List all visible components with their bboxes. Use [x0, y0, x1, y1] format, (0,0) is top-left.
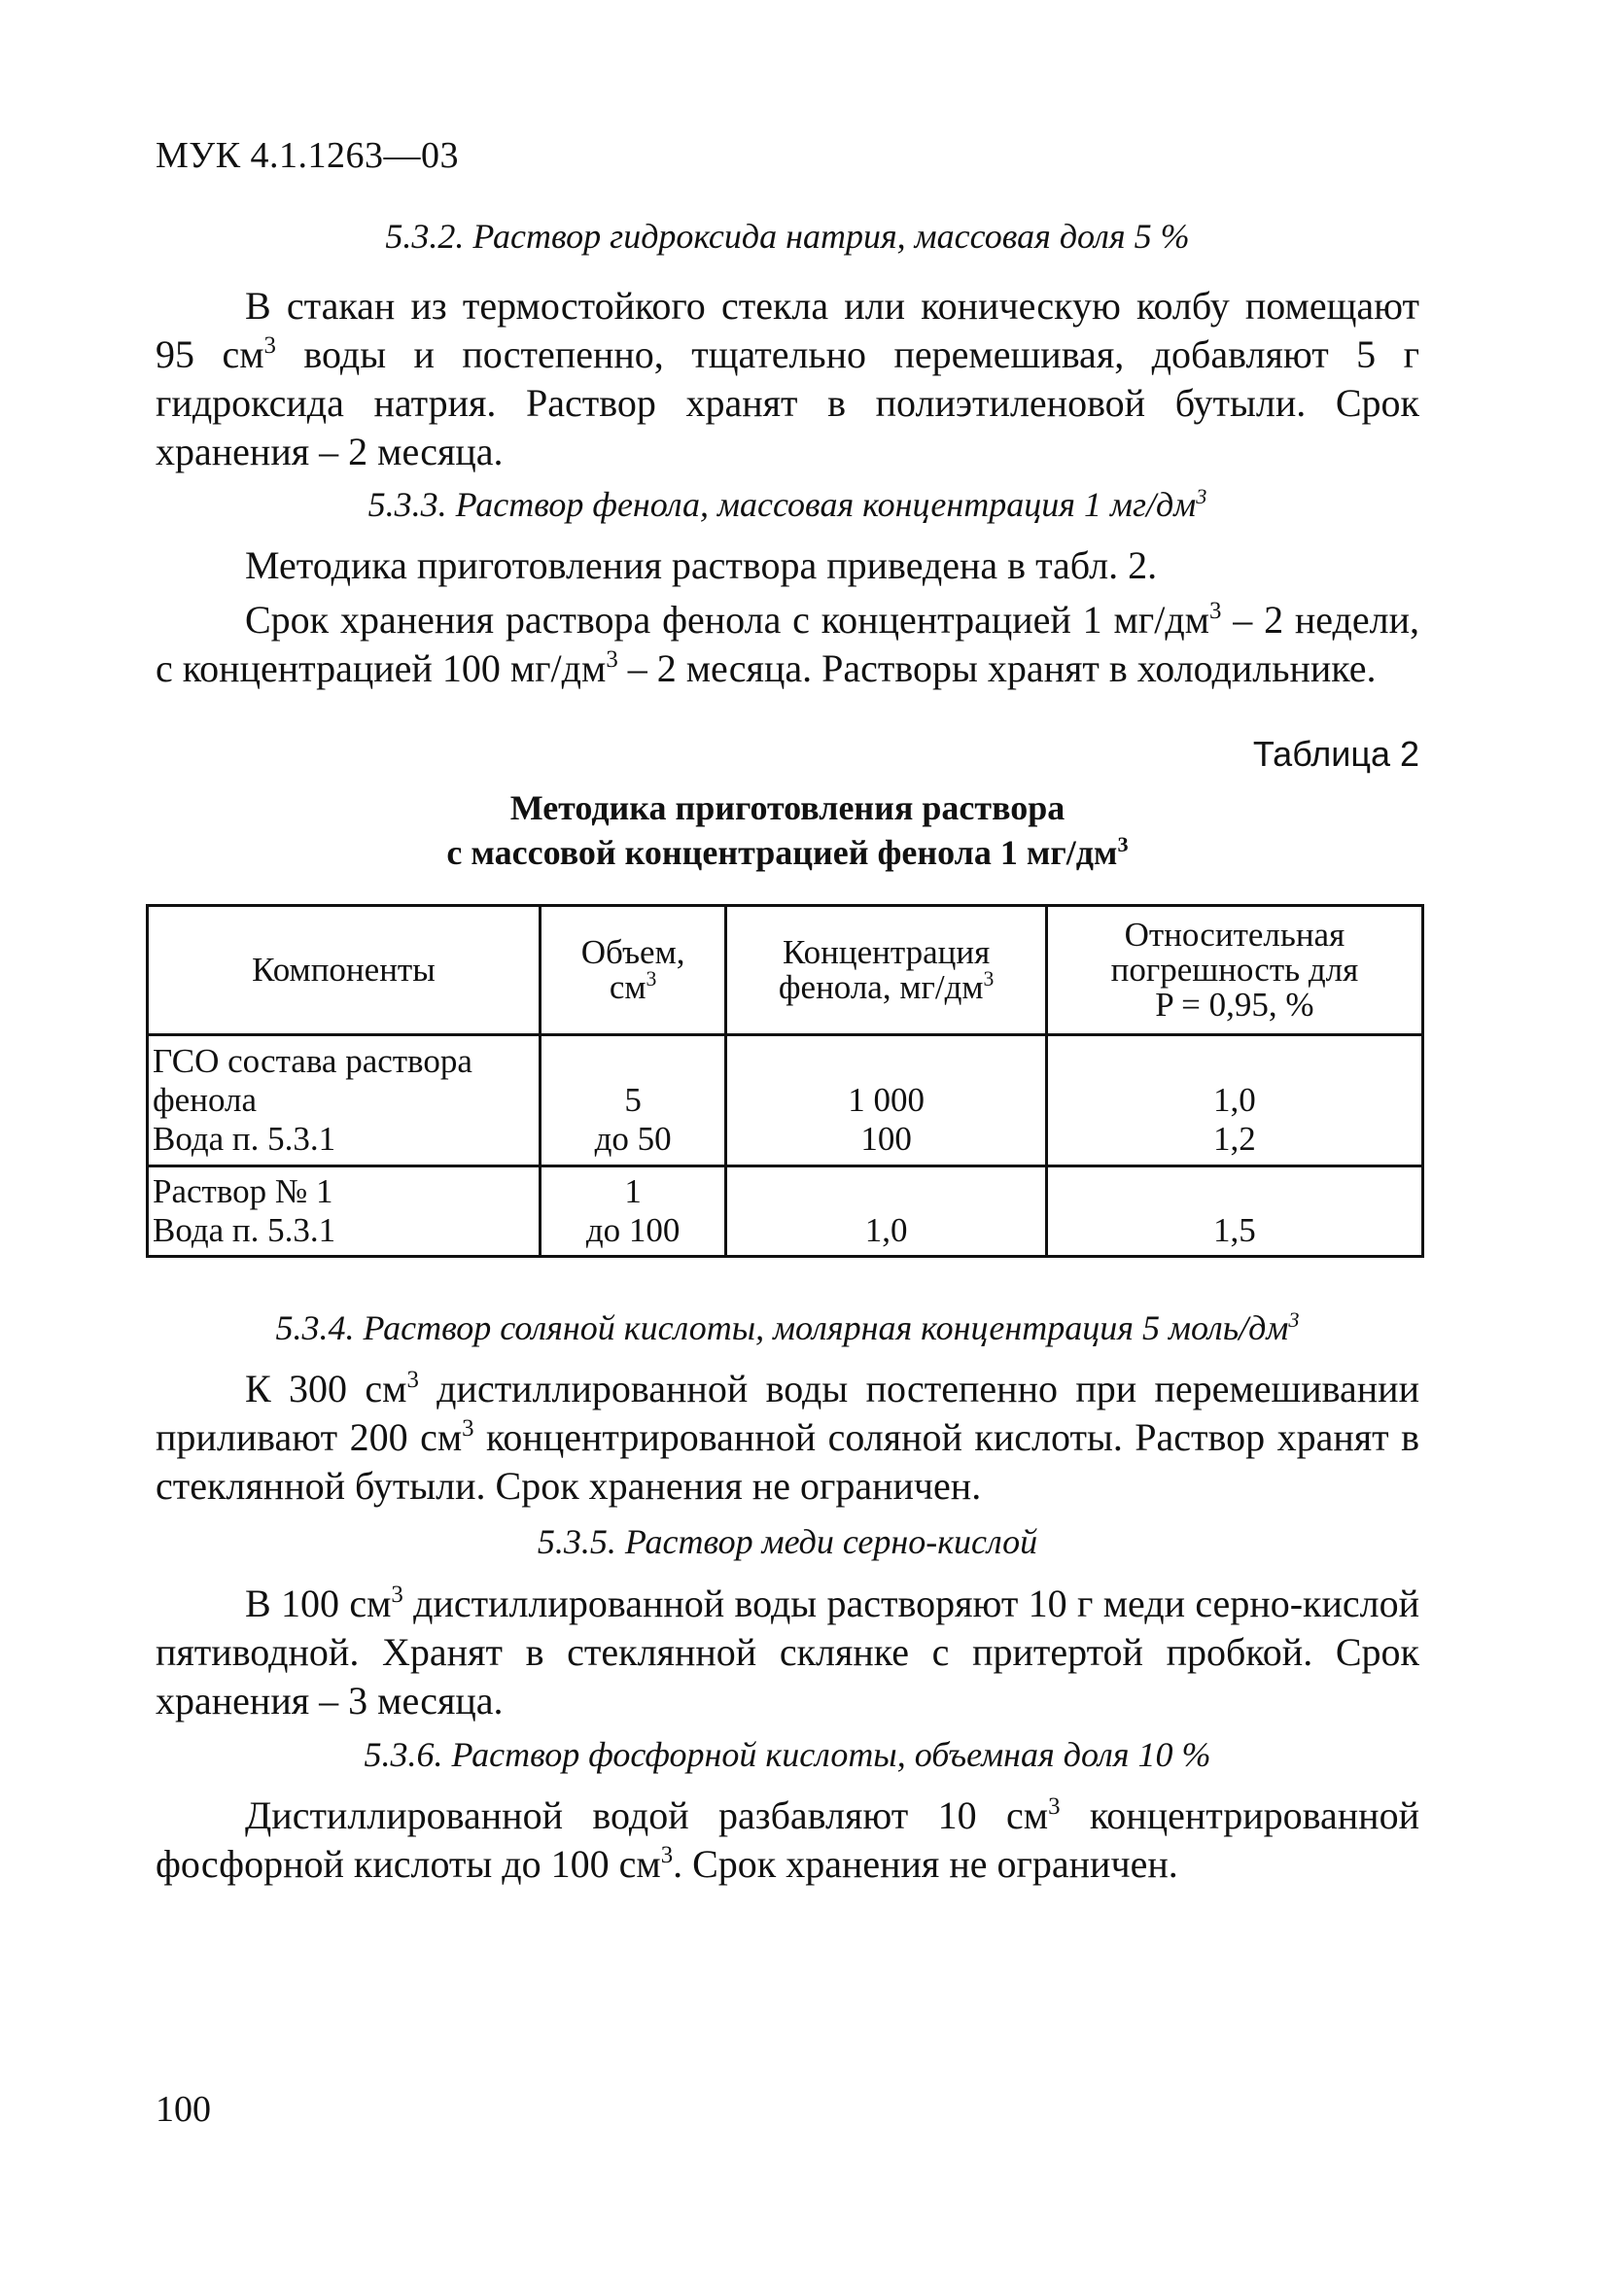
table-header-row — [148, 906, 1423, 1035]
header-components: Компоненты — [148, 906, 541, 1035]
paragraph: Методика приготовления раствора приведена в табл. 2. — [245, 543, 1158, 587]
cell-components: ГСО состава раствора фенола Вода п. 5.3.1 — [148, 1035, 541, 1166]
cell-concentration: 1 000 100 — [726, 1035, 1046, 1166]
section-title: 5.3.6. Раствор фосфорной кислоты, объемная доля 10 % — [364, 1735, 1211, 1774]
section-5-3-2-body — [156, 282, 1419, 476]
header-error: Относительная погрешность для P = 0,95, % — [1046, 906, 1422, 1035]
section-title: 5.3.4. Раствор соляной кислоты, молярная концентрация 5 моль/$дм^3$ — [275, 1306, 1300, 1347]
section-5-3-4 — [156, 1307, 1419, 1348]
table-row — [148, 1166, 1423, 1257]
section-5-3-6-body — [156, 1792, 1419, 1889]
section-5-3-5-body — [156, 1580, 1419, 1725]
table-title: Методика приготовления раствора с массовой концентрацией фенола 1 $мг/дм^3$ — [446, 788, 1129, 872]
table-label: Таблица 2 — [1252, 734, 1419, 774]
section-5-3-4-body — [156, 1365, 1419, 1511]
document-page — [153, 0, 1420, 2296]
cell-volume: 1 до 100 — [540, 1166, 726, 1257]
document-code-header: МУК 4.1.1263—03 — [156, 135, 460, 176]
paragraph: Срок хранения раствора фенола с концентрацией 1 $мг/дм^3 - 2$ недели, с концентрацией 100 $мг/дм^3 - 2$ месяца. Растворы хранят в холодильнике. — [156, 598, 1420, 690]
header-concentration: Концентрация фенола, $мг/дм^3$ — [726, 906, 1046, 1035]
section-title: 5.3.3. Раствор фенола, массовая концентрация 1 $мг/дм^3$ — [367, 483, 1207, 524]
cell-concentration: 1,0 — [726, 1166, 1046, 1257]
section-5-3-3-body — [156, 541, 1419, 693]
paragraph: В 100 $см^3$ дистиллированной воды растворяют 10 г меди серно-кислой пятиводной. Хранят в стеклянной склянке с притертой пробкой. Срок хранения – 3 месяца. — [156, 1582, 1420, 1722]
table-row — [148, 1035, 1423, 1166]
cell-error: 1,5 — [1046, 1166, 1422, 1257]
table-2 — [146, 904, 1424, 1258]
paragraph: Дистиллированной водой разбавляют 10 $см^3$ концентрированной фосфорной кислоты до 100 $см^3$. Срок хранения не ограничен. — [156, 1793, 1419, 1886]
paragraph: К 300 $см^3$ дистиллированной воды постепенно при перемешивании приливают 200 $см^3$ концентрированной соляной кислоты. Раствор хранят в стеклянной бутыли. Срок хранения не ограничен. — [156, 1367, 1419, 1508]
section-5-3-3 — [156, 484, 1419, 525]
cell-error: 1,0 1,2 — [1046, 1035, 1422, 1166]
paragraph: В стакан из термостойкого стекла или коническую колбу помещают 95 $см^3$ воды и постепенно, тщательно перемешивая, добавляют 5 г гидроксида натрия. Раствор хранят в полиэтиленовой бутыли. Срок хранения – 2 месяца. — [156, 284, 1419, 473]
section-5-3-5 — [156, 1521, 1419, 1562]
cell-volume: 5 до 50 — [540, 1035, 726, 1166]
cell-components: Раствор № 1 Вода п. 5.3.1 — [148, 1166, 541, 1257]
header-volume: Объем, $см^3$ — [540, 906, 726, 1035]
page-number: 100 — [156, 2089, 211, 2130]
section-5-3-2 — [156, 216, 1419, 257]
section-title: 5.3.5. Раствор меди серно-кислой — [537, 1522, 1038, 1561]
section-5-3-6 — [156, 1734, 1419, 1775]
section-title: 5.3.2. Раствор гидроксида натрия, массовая доля 5 % — [385, 217, 1190, 256]
